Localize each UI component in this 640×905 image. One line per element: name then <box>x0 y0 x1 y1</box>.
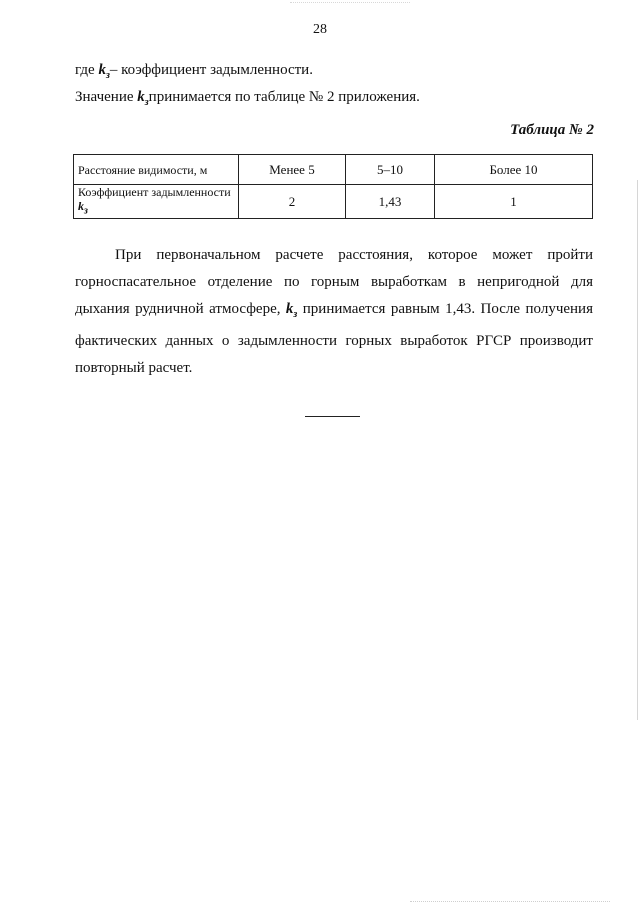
table-cell: Более 10 <box>435 155 593 185</box>
scan-edge-mark <box>410 901 610 902</box>
intro-line-text: – коэффициент задымленности. <box>109 62 313 78</box>
intro-line-prefix: Значение <box>75 89 138 105</box>
table-caption: Таблица № 2 <box>510 122 594 138</box>
table-cell: 2 <box>239 185 346 219</box>
intro-line-definition <box>75 62 313 81</box>
scan-edge-mark <box>290 2 410 3</box>
page-number: 28 <box>313 22 327 37</box>
table-cell: 5–10 <box>346 155 435 185</box>
row-header-visibility: Расстояние видимости, м <box>74 155 239 185</box>
table-row-coefficient <box>74 185 593 219</box>
intro-line-table-reference <box>75 89 420 108</box>
intro-line-prefix: где <box>75 62 99 78</box>
scan-edge-shadow <box>637 180 638 720</box>
table-cell: 1,43 <box>346 185 435 219</box>
intro-line-text: принимается по таблице № 2 приложения. <box>148 89 420 105</box>
row-header-coefficient: Коэффициент задымленности $k_з$ <box>74 185 239 219</box>
table-row-visibility <box>74 155 593 185</box>
table-cell: Менее 5 <box>239 155 346 185</box>
k-symbol: $k_з$ <box>285 300 298 320</box>
k-symbol: $k_з$ <box>98 62 110 81</box>
smoke-coefficient-table <box>73 154 593 219</box>
k-symbol: $k_з$ <box>78 199 88 217</box>
body-paragraph: При первоначальном расчете расстояния, которое может пройти горноспасательное отделение по горным выработкам в непригодной для дыхания рудничной атмосфере, $k_з$ принимается равным 1,43. После получения фактических данных о задымленности горных выработок РГСР производит повторный расчет. <box>75 247 593 377</box>
table-cell: 1 <box>435 185 593 219</box>
end-of-text-rule <box>305 416 360 417</box>
k-symbol: $k_з$ <box>137 89 149 108</box>
